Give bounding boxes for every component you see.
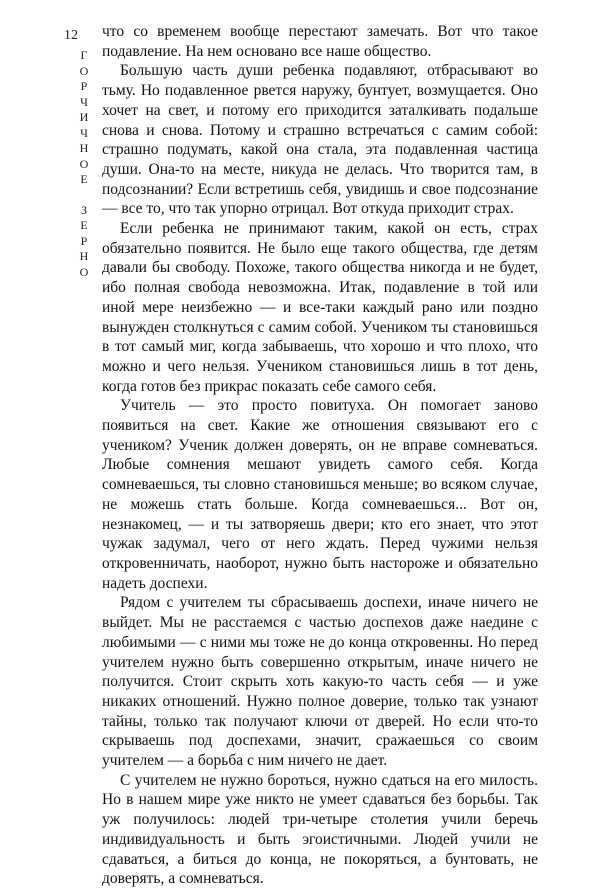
- paragraph: Учитель — это просто повитуха. Он помогает заново появиться на свет. Какие же отношения связывают его с учеником? Ученик должен доверять, он не вправе сомневаться. Любые сомнения мешают увидеть самого себя. Когда сомневаешься, ты словно становишься меньше; во всяком случае, не можешь стать больше. Когда сомневаешься... Вот он, незнакомец, — и ты затворяешь двери; кто его знает, что этот чужак задумал, чего от него ждать. Перед чужими нельзя откровенничать, наоборот, нужно быть настороже и обязательно надеть доспехи.: [102, 397, 538, 592]
- paragraph: Если ребенка не принимают таким, какой он есть, страх обязательно появится. Не было еще такого общества, где детям давали бы свободу. Похоже, такого общества никогда и не будет, ибо полная свобода невозможна. Итак, подавление в той или иной мере неизбежно — и все-таки каждый рано или поздно вынужден столкнуться с самим собой. Учеником ты становишься в тот самый миг, когда забываешь, что хорошо и что плохо, что можно и чего нельзя. Учеником становишься лишь в тот день, когда готов без прикрас показать себе самого себя.: [102, 220, 538, 395]
- running-head-letter: Н: [79, 141, 89, 155]
- running-head-letter: З: [80, 202, 87, 217]
- paragraph: С учителем не нужно бороться, нужно сдаться на его милость. Но в нашем мире уже никто не умеет сдаваться без борьбы. Так уж получилось: людей три-четыре столетия учили беречь индивидуальность и быть эгоистичными. Людей учили не сдаваться, а биться до конца, не покоряться, а бунтовать, не доверять, а сомневаться.: [102, 771, 538, 888]
- running-head-letter: Р: [80, 79, 88, 93]
- running-head-letter: Е: [80, 218, 88, 232]
- paragraph: Рядом с учителем ты сбрасываешь доспехи, иначе ничего не выйдет. Мы не расстаемся с частью доспехов даже наедине с любимыми — с ними мы тоже не до конца откровенны. Но перед учителем нужно быть совершенно открытым, иначе ничего не получится. Стоит скрыть хоть какую-то часть себя — и уже никаких отношений. Нужно полное доверие, только так узнают тайны, только так получают ключи от дверей. Но если что-то скрываешь под доспехами, значит, сражаешься со своим учителем — а борьба с ним ничего не дает.: [102, 594, 538, 770]
- running-head-letter: О: [79, 264, 89, 279]
- paragraph: что со временем вообще перестают замечать. Вот что такое подавление. На нем основано все наше общество.: [102, 23, 538, 60]
- running-head-letter: Н: [79, 249, 89, 263]
- running-head-gap: [78, 188, 90, 203]
- running-head-letter: Г: [80, 48, 88, 62]
- paragraph: Большую часть души ребенка подавляют, отбрасывают во тьму. Но подавленное рвется наружу, бунтует, возмущается. Оно хочет на свет, и потому его приходится заталкивать подальше снова и снова. Потому и страшно встречаться с самим собой: страшно подумать, какой она стала, эта подавленная частица души. Она-то на месте, никуда не делась. Что творится там, в подсознании? Если встретишь себя, увидишь и свое подсознание — все то, что так упорно отрицал. Вот откуда приходит страх.: [102, 62, 538, 218]
- running-head-letter: Ч: [80, 125, 88, 140]
- page-number: 12: [64, 28, 78, 43]
- running-head-letter: О: [79, 156, 89, 171]
- running-head: [78, 48, 90, 280]
- running-head-letter: О: [79, 63, 89, 78]
- running-head-letter: Р: [80, 233, 88, 248]
- running-head-letter: Ч: [80, 94, 88, 109]
- body-text: [102, 22, 538, 889]
- running-head-letter: И: [79, 110, 89, 124]
- running-head-letter: Е: [80, 172, 88, 186]
